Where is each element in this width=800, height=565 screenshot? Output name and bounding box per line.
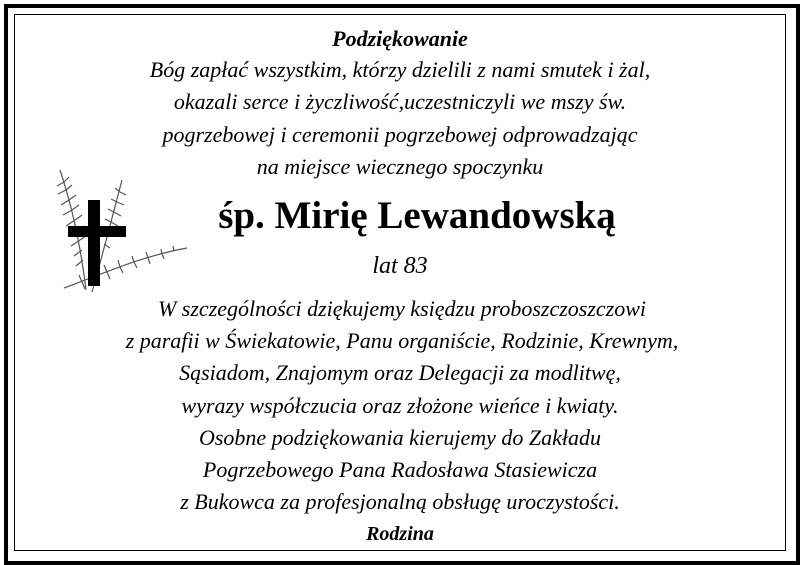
- thanks-line: W szczególności dziękujemy księdzu proboszczoszczowi: [157, 296, 647, 321]
- thanks-line: Sąsiadom, Znajomym oraz Delegacji za modlitwę,: [179, 360, 621, 385]
- intro-line: Bóg zapłać wszystkim, którzy dzielili z nami smutek i żal,: [149, 57, 651, 82]
- cross-with-fern-icon: [52, 170, 192, 310]
- thanks-line: Pogrzebowego Pana Radosława Stasiewicza: [202, 457, 598, 482]
- thanks-line: Osobne podziękowania kierujemy do Zakładu: [198, 425, 602, 450]
- deceased-name: śp. Mirię Lewandowską: [218, 194, 616, 237]
- intro-line: na miejsce wiecznego spoczynku: [256, 154, 544, 179]
- intro-line: pogrzebowej i ceremonii pogrzebowej odprowadzając: [162, 122, 638, 147]
- thanks-line: wyrazy współczucia oraz złożone wieńce i kwiaty.: [181, 393, 619, 418]
- notice-heading: Podziękowanie: [332, 26, 468, 51]
- thanks-line: z Bukowca za profesjonalną obsługę uroczystości.: [180, 489, 620, 514]
- signature: Rodzina: [366, 523, 434, 545]
- deceased-age: lat 83: [372, 253, 428, 279]
- intro-line: okazali serce i życzliwość,uczestniczyli we mszy św.: [173, 89, 627, 114]
- thanks-line: z parafii w Świekatowie, Panu organiście, Rodzinie, Krewnym,: [125, 328, 679, 353]
